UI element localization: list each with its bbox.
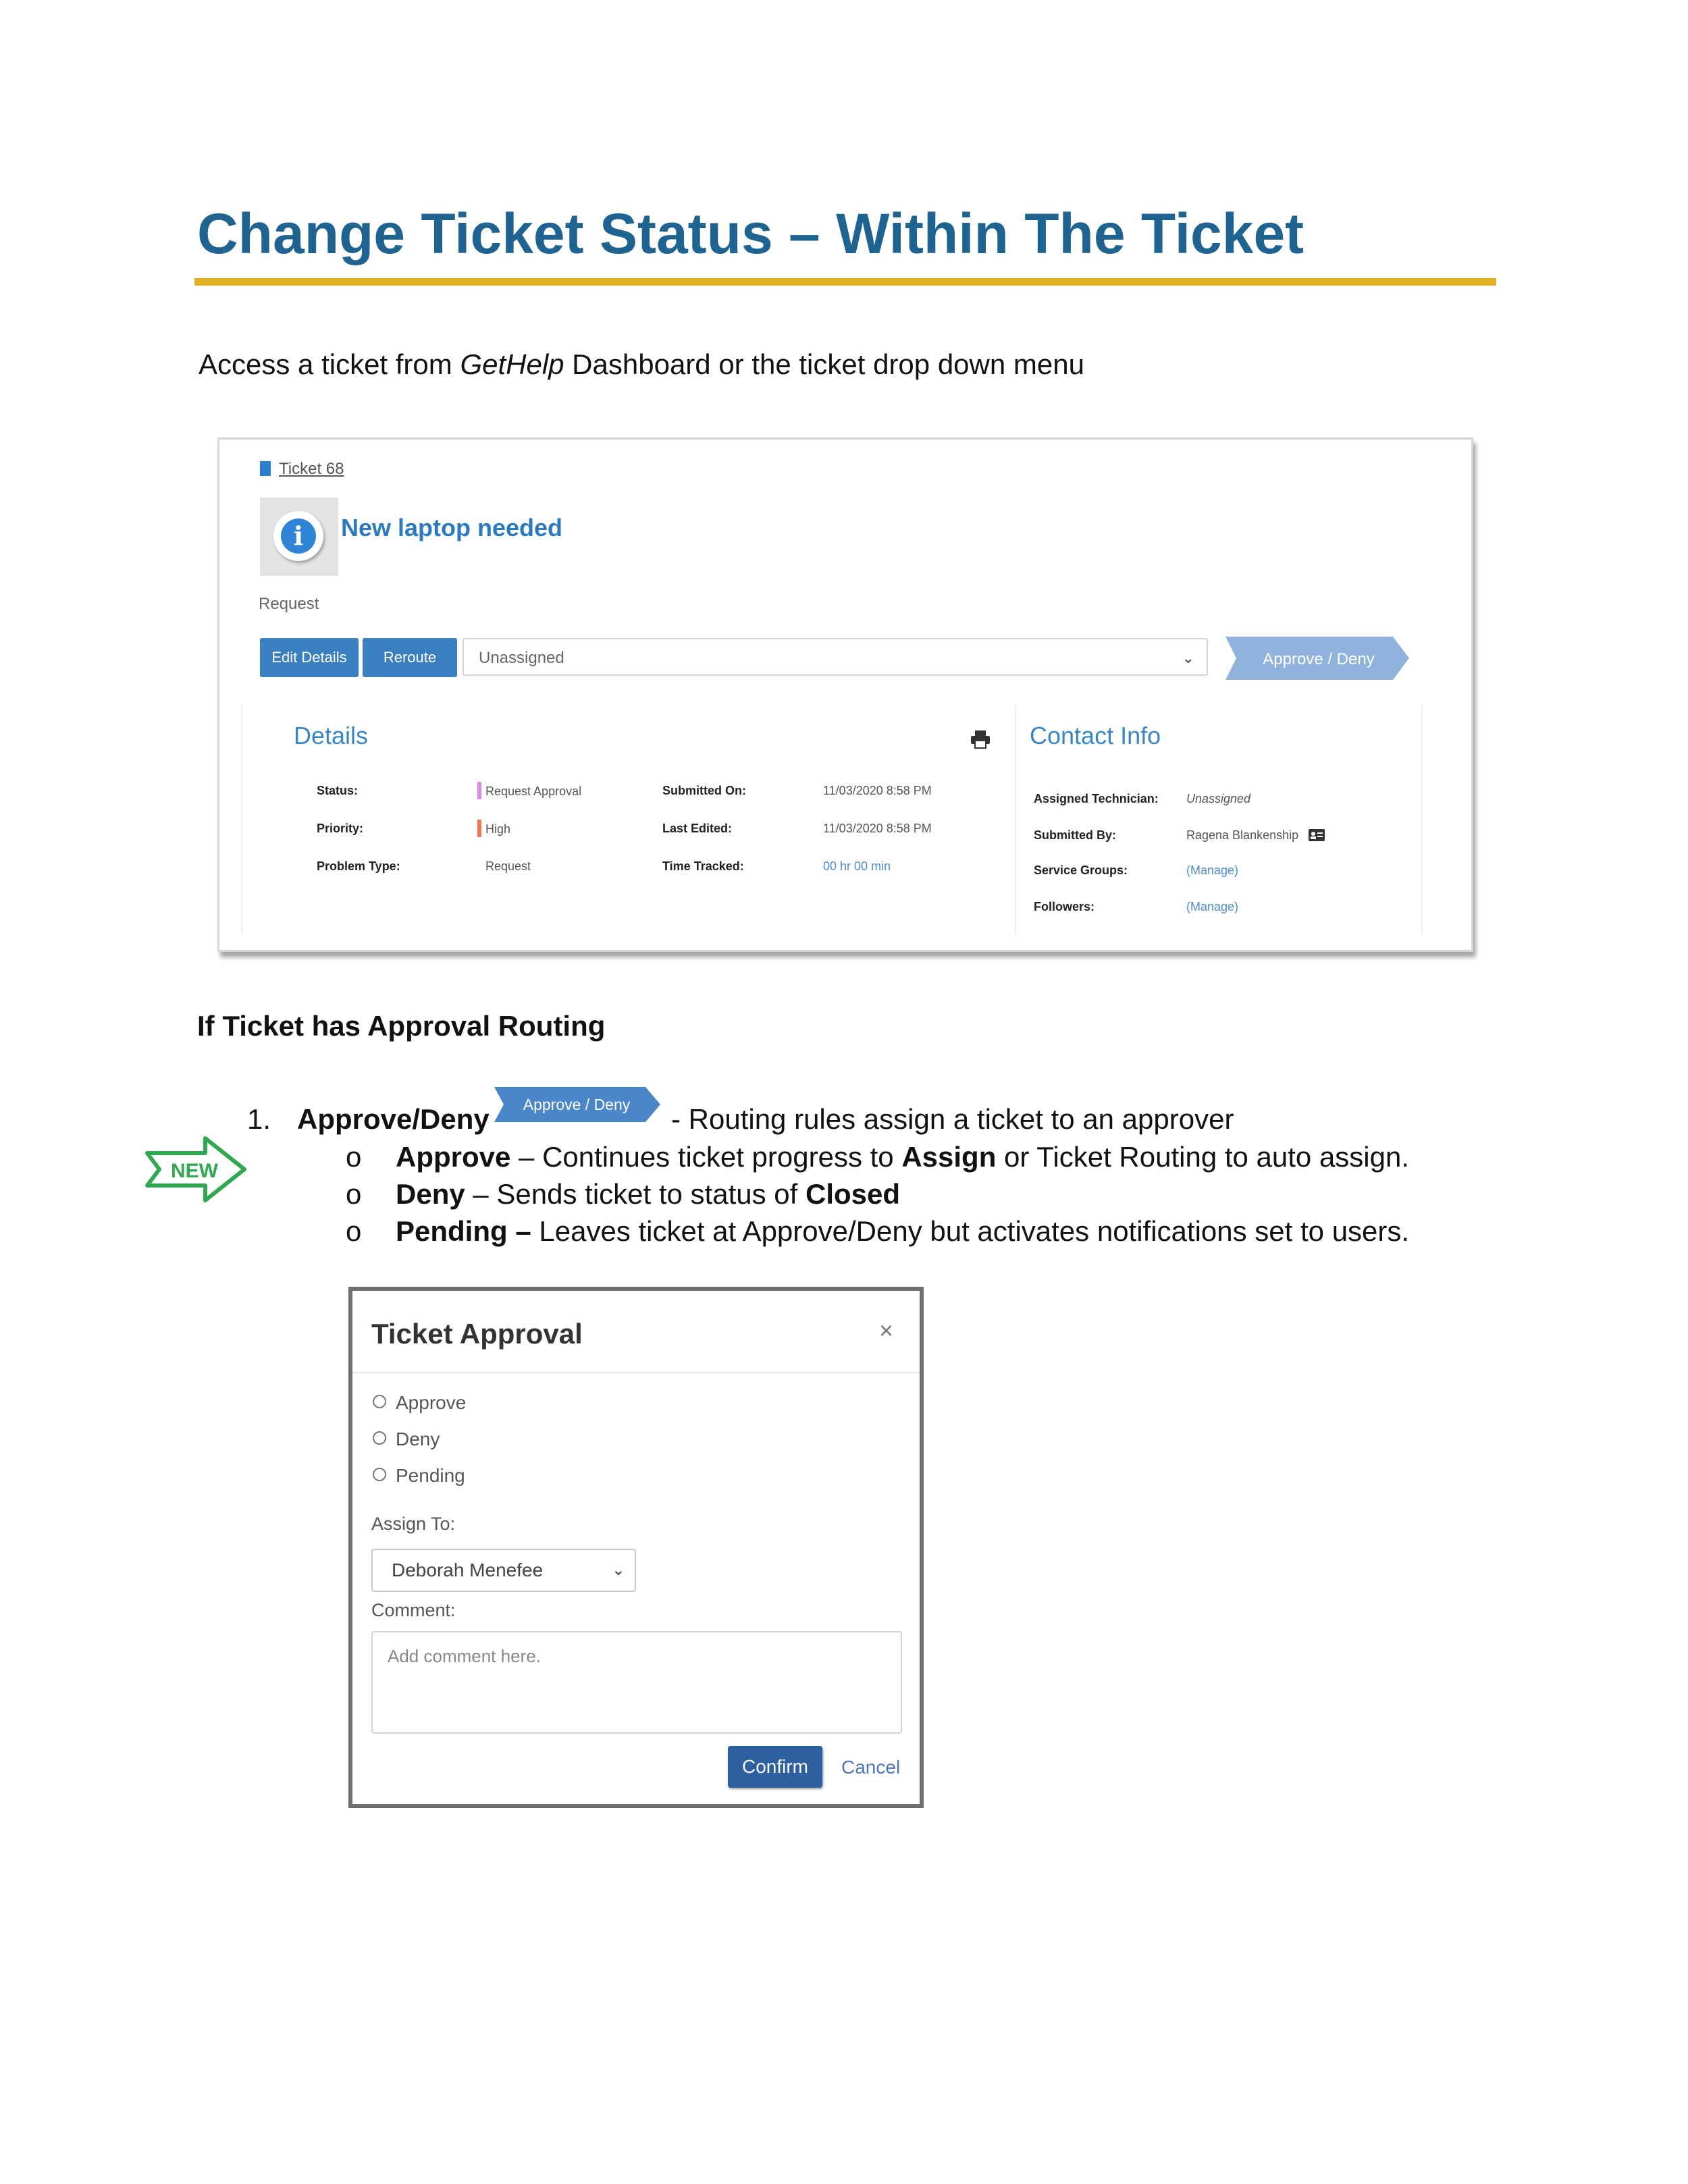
submitted-by-value: [1186, 828, 1325, 843]
ticket-link-label: Ticket 68: [279, 460, 344, 478]
contact-heading: Contact Info: [1030, 722, 1161, 749]
bullet-term: Approve: [396, 1141, 511, 1173]
bullet-deny: [346, 1178, 900, 1210]
reroute-button[interactable]: Reroute: [363, 638, 457, 677]
print-icon[interactable]: [970, 730, 991, 749]
assigned-technician-value: Unassigned: [1186, 792, 1251, 805]
info-icon: [273, 511, 323, 561]
status-label: Status:: [317, 784, 359, 797]
ticket-title: New laptop needed: [341, 514, 563, 541]
bullet-text: Sends ticket to status of: [496, 1178, 806, 1210]
assign-to-select[interactable]: [371, 1549, 636, 1592]
submitted-by-label: Submitted By:: [1034, 828, 1117, 842]
modal-divider: [352, 1372, 920, 1373]
intro-text: [199, 348, 1084, 381]
ticket-screenshot: [217, 437, 1473, 952]
status-value: [477, 782, 581, 799]
bullet-approve: [346, 1141, 1409, 1173]
bullet-marker: o: [346, 1215, 362, 1247]
radio-pending[interactable]: [373, 1465, 465, 1487]
ticket-approval-modal: [348, 1287, 924, 1808]
comment-label: Comment:: [371, 1600, 456, 1620]
chevron-down-icon: ⌄: [1182, 649, 1194, 666]
radio-circle[interactable]: [373, 1468, 386, 1481]
ticket-type: Request: [259, 595, 319, 613]
last-edited-label: Last Edited:: [662, 822, 733, 835]
request-type-icon-box: [260, 498, 338, 576]
radio-approve[interactable]: [373, 1392, 466, 1414]
ticket-link[interactable]: [260, 460, 344, 479]
bullet-marker: o: [346, 1141, 362, 1173]
contact-card-icon[interactable]: [1309, 829, 1325, 841]
routing-heading: If Ticket has Approval Routing: [197, 1010, 606, 1042]
status-color-bar: [477, 782, 481, 799]
bullet-separator: –: [510, 1141, 543, 1173]
bullet-separator: –: [465, 1178, 497, 1210]
bullet-separator: [531, 1215, 539, 1247]
status-value-text: Request Approval: [485, 784, 582, 798]
bullet-text: Leaves ticket at Approve/Deny but activates notifications set to users.: [539, 1215, 1410, 1247]
approve-deny-label: Approve / Deny: [1263, 650, 1375, 668]
bullet-term: Deny: [396, 1178, 465, 1210]
problem-type-value: Request: [485, 859, 531, 873]
submitted-by-name: Ragena Blankenship: [1186, 828, 1299, 842]
title-rule: [194, 278, 1496, 286]
assign-to-label: Assign To:: [371, 1514, 456, 1534]
edit-details-button[interactable]: Edit Details: [260, 638, 359, 677]
followers-manage-link[interactable]: (Manage): [1186, 900, 1239, 913]
document-icon: [260, 461, 271, 476]
service-groups-manage-link[interactable]: (Manage): [1186, 863, 1239, 877]
chevron-down-icon: ⌄: [611, 1561, 625, 1579]
details-panel: [241, 705, 1008, 935]
submitted-on-value: 11/03/2020 8:58 PM: [823, 784, 932, 797]
new-badge-arrow-icon: [143, 1134, 251, 1204]
bullet-bold-term: Assign: [901, 1141, 997, 1173]
priority-label: Priority:: [317, 822, 364, 835]
radio-label: Approve: [396, 1392, 467, 1413]
comment-textarea[interactable]: Add comment here.: [371, 1631, 902, 1734]
radio-deny[interactable]: [373, 1429, 440, 1450]
time-tracked-value[interactable]: 00 hr 00 min: [823, 859, 891, 873]
submitted-on-label: Submitted On:: [662, 784, 746, 797]
radio-label: Pending: [396, 1465, 465, 1486]
info-glyph: i: [281, 518, 316, 554]
radio-circle[interactable]: [373, 1395, 386, 1408]
radio-circle[interactable]: [373, 1431, 386, 1445]
assigned-technician-label: Assigned Technician:: [1034, 792, 1159, 805]
problem-type-label: Problem Type:: [317, 859, 400, 873]
inline-approve-deny-label: Approve / Deny: [523, 1096, 631, 1113]
contact-panel: [1015, 705, 1423, 935]
approve-deny-button[interactable]: [1225, 637, 1415, 680]
modal-title: Ticket Approval: [371, 1318, 583, 1350]
assign-to-value: Deborah Menefee: [392, 1560, 544, 1580]
intro-prefix: Access a ticket from: [199, 348, 460, 380]
time-tracked-label: Time Tracked:: [662, 859, 744, 873]
followers-label: Followers:: [1034, 900, 1095, 913]
radio-label: Deny: [396, 1429, 440, 1449]
bullet-bold-term: Closed: [805, 1178, 901, 1210]
bullet-pending: [346, 1215, 1409, 1248]
list-item-number: 1.: [247, 1103, 271, 1135]
bullet-text: Continues ticket progress to: [542, 1141, 902, 1173]
confirm-button[interactable]: Confirm: [728, 1746, 822, 1788]
bullet-text-end: or Ticket Routing to auto assign.: [996, 1141, 1410, 1173]
last-edited-value: 11/03/2020 8:58 PM: [823, 822, 932, 835]
list-item-label: Approve/Deny: [297, 1103, 490, 1135]
priority-value-text: High: [485, 822, 511, 836]
cancel-link[interactable]: Cancel: [841, 1757, 901, 1778]
inline-approve-deny-button: [494, 1087, 667, 1122]
priority-value: [477, 820, 510, 837]
list-item-description: - Routing rules assign a ticket to an approver: [671, 1103, 1234, 1135]
service-groups-label: Service Groups:: [1034, 863, 1128, 877]
bullet-term: Pending –: [396, 1215, 531, 1247]
bullet-marker: o: [346, 1178, 362, 1210]
priority-color-bar: [477, 820, 481, 837]
new-badge-label: NEW: [171, 1160, 218, 1182]
intro-app-name: GetHelp: [460, 348, 564, 380]
details-heading: Details: [294, 722, 369, 749]
intro-suffix: Dashboard or the ticket drop down menu: [564, 348, 1084, 380]
assignee-select[interactable]: [463, 638, 1208, 676]
assignee-select-value: Unassigned: [479, 649, 564, 667]
page-title: Change Ticket Status – Within The Ticket: [197, 202, 1304, 265]
close-icon[interactable]: ×: [879, 1316, 894, 1344]
